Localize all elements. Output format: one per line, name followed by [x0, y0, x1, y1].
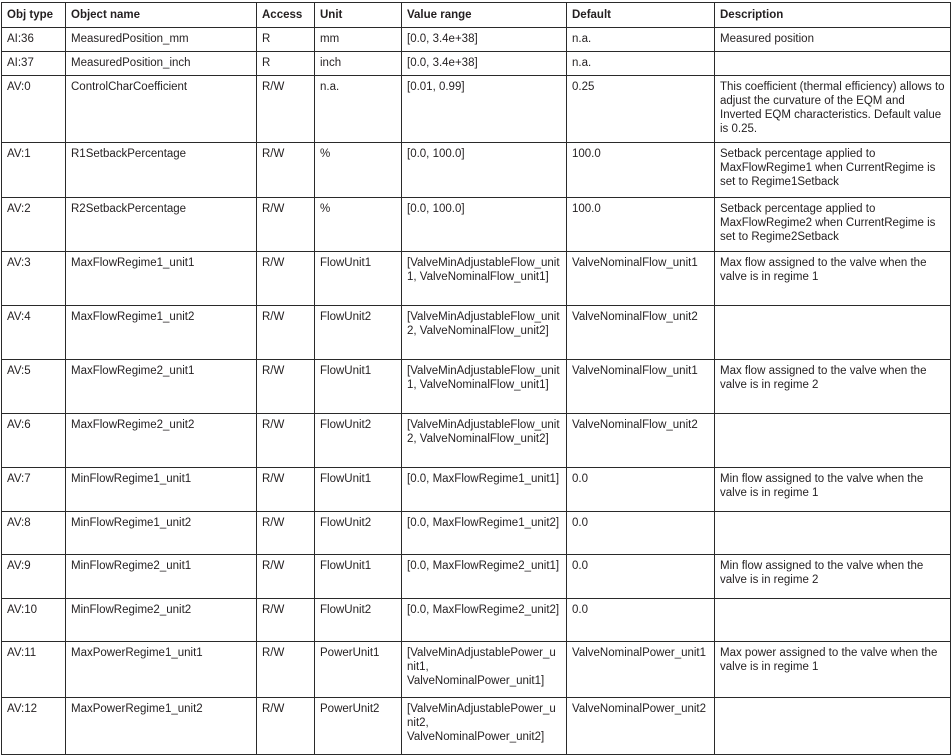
- cell-value-range: [ValveMinAdjustableFlow_unit2, ValveNominalFlow_unit2]: [402, 414, 567, 468]
- cell-access: R/W: [257, 76, 315, 143]
- cell-obj-type: AV:7: [2, 468, 66, 512]
- cell-description: Max power assigned to the valve when the valve is in regime 1: [715, 642, 951, 698]
- cell-unit: PowerUnit1: [315, 642, 402, 698]
- table-row: [2, 698, 951, 755]
- table-row: [2, 414, 951, 468]
- cell-default: 0.0: [567, 555, 715, 599]
- column-header-object-name: Object name: [66, 3, 257, 28]
- cell-value-range: [0.0, MaxFlowRegime2_unit1]: [402, 555, 567, 599]
- column-header-obj-type: Obj type: [2, 3, 66, 28]
- cell-description: [715, 52, 951, 76]
- cell-unit: %: [315, 143, 402, 198]
- cell-value-range: [0.0, MaxFlowRegime1_unit1]: [402, 468, 567, 512]
- cell-access: R/W: [257, 198, 315, 252]
- cell-access: R/W: [257, 360, 315, 414]
- cell-object-name: ControlCharCoefficient: [66, 76, 257, 143]
- cell-unit: PowerUnit2: [315, 698, 402, 755]
- cell-object-name: MaxPowerRegime1_unit1: [66, 642, 257, 698]
- cell-unit: FlowUnit2: [315, 306, 402, 360]
- cell-default: ValveNominalFlow_unit1: [567, 360, 715, 414]
- cell-unit: FlowUnit1: [315, 360, 402, 414]
- cell-obj-type: AV:12: [2, 698, 66, 755]
- cell-access: R: [257, 52, 315, 76]
- table-row: [2, 52, 951, 76]
- table-row: [2, 76, 951, 143]
- cell-object-name: R2SetbackPercentage: [66, 198, 257, 252]
- cell-obj-type: AV:10: [2, 599, 66, 642]
- cell-obj-type: AV:3: [2, 252, 66, 306]
- cell-object-name: MaxPowerRegime1_unit2: [66, 698, 257, 755]
- cell-value-range: [ValveMinAdjustablePower_unit1, ValveNominalPower_unit1]: [402, 642, 567, 698]
- cell-obj-type: AI:37: [2, 52, 66, 76]
- cell-unit: FlowUnit2: [315, 414, 402, 468]
- cell-object-name: MinFlowRegime1_unit2: [66, 512, 257, 555]
- cell-description: Min flow assigned to the valve when the valve is in regime 1: [715, 468, 951, 512]
- cell-description: [715, 306, 951, 360]
- table-row: [2, 360, 951, 414]
- cell-value-range: [0.0, 100.0]: [402, 198, 567, 252]
- cell-default: 0.25: [567, 76, 715, 143]
- table-row: [2, 599, 951, 642]
- cell-value-range: [0.0, 3.4e+38]: [402, 28, 567, 52]
- cell-unit: n.a.: [315, 76, 402, 143]
- table-row: [2, 555, 951, 599]
- cell-default: n.a.: [567, 52, 715, 76]
- cell-object-name: MaxFlowRegime2_unit1: [66, 360, 257, 414]
- document-page: [0, 2, 952, 743]
- cell-obj-type: AV:0: [2, 76, 66, 143]
- cell-object-name: MinFlowRegime2_unit1: [66, 555, 257, 599]
- cell-value-range: [0.0, MaxFlowRegime1_unit2]: [402, 512, 567, 555]
- cell-unit: FlowUnit1: [315, 468, 402, 512]
- cell-description: This coefficient (thermal efficiency) allows to adjust the curvature of the EQM and Inverted EQM characteristics. Default value is 0.25.: [715, 76, 951, 143]
- cell-access: R: [257, 28, 315, 52]
- column-header-value-range: Value range: [402, 3, 567, 28]
- cell-access: R/W: [257, 698, 315, 755]
- cell-value-range: [0.0, 3.4e+38]: [402, 52, 567, 76]
- cell-value-range: [0.0, MaxFlowRegime2_unit2]: [402, 599, 567, 642]
- cell-default: ValveNominalFlow_unit2: [567, 306, 715, 360]
- cell-obj-type: AI:36: [2, 28, 66, 52]
- cell-default: 0.0: [567, 468, 715, 512]
- cell-access: R/W: [257, 512, 315, 555]
- cell-access: R/W: [257, 468, 315, 512]
- bacnet-object-list-table: [1, 2, 951, 755]
- cell-unit: FlowUnit1: [315, 555, 402, 599]
- cell-obj-type: AV:8: [2, 512, 66, 555]
- cell-unit: FlowUnit1: [315, 252, 402, 306]
- cell-description: [715, 414, 951, 468]
- cell-value-range: [0.0, 100.0]: [402, 143, 567, 198]
- cell-default: ValveNominalFlow_unit2: [567, 414, 715, 468]
- cell-description: Max flow assigned to the valve when the valve is in regime 1: [715, 252, 951, 306]
- cell-object-name: MaxFlowRegime1_unit2: [66, 306, 257, 360]
- cell-default: 100.0: [567, 143, 715, 198]
- cell-obj-type: AV:1: [2, 143, 66, 198]
- cell-default: 0.0: [567, 512, 715, 555]
- cell-access: R/W: [257, 306, 315, 360]
- cell-description: [715, 698, 951, 755]
- table-row: [2, 143, 951, 198]
- table-row: [2, 306, 951, 360]
- table-header-row: [2, 3, 951, 28]
- cell-description: Setback percentage applied to MaxFlowRegime2 when CurrentRegime is set to Regime2Setback: [715, 198, 951, 252]
- table-row: [2, 252, 951, 306]
- cell-description: [715, 599, 951, 642]
- cell-object-name: MaxFlowRegime2_unit2: [66, 414, 257, 468]
- column-header-description: Description: [715, 3, 951, 28]
- cell-object-name: MeasuredPosition_mm: [66, 28, 257, 52]
- cell-value-range: [ValveMinAdjustableFlow_unit1, ValveNominalFlow_unit1]: [402, 252, 567, 306]
- cell-description: Setback percentage applied to MaxFlowRegime1 when CurrentRegime is set to Regime1Setback: [715, 143, 951, 198]
- table-row: [2, 198, 951, 252]
- cell-obj-type: AV:2: [2, 198, 66, 252]
- cell-default: ValveNominalFlow_unit1: [567, 252, 715, 306]
- cell-access: R/W: [257, 252, 315, 306]
- table-row: [2, 512, 951, 555]
- column-header-access: Access: [257, 3, 315, 28]
- cell-access: R/W: [257, 599, 315, 642]
- column-header-default: Default: [567, 3, 715, 28]
- cell-object-name: R1SetbackPercentage: [66, 143, 257, 198]
- cell-value-range: [ValveMinAdjustablePower_unit2, ValveNominalPower_unit2]: [402, 698, 567, 755]
- cell-access: R/W: [257, 642, 315, 698]
- table-row: [2, 28, 951, 52]
- cell-unit: %: [315, 198, 402, 252]
- cell-obj-type: AV:4: [2, 306, 66, 360]
- cell-unit: FlowUnit2: [315, 599, 402, 642]
- cell-description: Max flow assigned to the valve when the valve is in regime 2: [715, 360, 951, 414]
- cell-object-name: MinFlowRegime2_unit2: [66, 599, 257, 642]
- cell-value-range: [ValveMinAdjustableFlow_unit1, ValveNominalFlow_unit1]: [402, 360, 567, 414]
- cell-description: [715, 512, 951, 555]
- cell-description: Measured position: [715, 28, 951, 52]
- cell-access: R/W: [257, 414, 315, 468]
- cell-unit: mm: [315, 28, 402, 52]
- cell-default: ValveNominalPower_unit1: [567, 642, 715, 698]
- table-body: [2, 28, 951, 755]
- cell-obj-type: AV:5: [2, 360, 66, 414]
- cell-default: ValveNominalPower_unit2: [567, 698, 715, 755]
- cell-object-name: MaxFlowRegime1_unit1: [66, 252, 257, 306]
- column-header-unit: Unit: [315, 3, 402, 28]
- cell-unit: inch: [315, 52, 402, 76]
- cell-value-range: [0.01, 0.99]: [402, 76, 567, 143]
- cell-default: n.a.: [567, 28, 715, 52]
- cell-value-range: [ValveMinAdjustableFlow_unit2, ValveNominalFlow_unit2]: [402, 306, 567, 360]
- table-row: [2, 468, 951, 512]
- cell-default: 100.0: [567, 198, 715, 252]
- cell-access: R/W: [257, 555, 315, 599]
- cell-object-name: MeasuredPosition_inch: [66, 52, 257, 76]
- table-row: [2, 642, 951, 698]
- cell-description: Min flow assigned to the valve when the valve is in regime 2: [715, 555, 951, 599]
- table-header: [2, 3, 951, 28]
- cell-obj-type: AV:6: [2, 414, 66, 468]
- cell-obj-type: AV:9: [2, 555, 66, 599]
- cell-object-name: MinFlowRegime1_unit1: [66, 468, 257, 512]
- cell-unit: FlowUnit2: [315, 512, 402, 555]
- cell-obj-type: AV:11: [2, 642, 66, 698]
- cell-access: R/W: [257, 143, 315, 198]
- cell-default: 0.0: [567, 599, 715, 642]
